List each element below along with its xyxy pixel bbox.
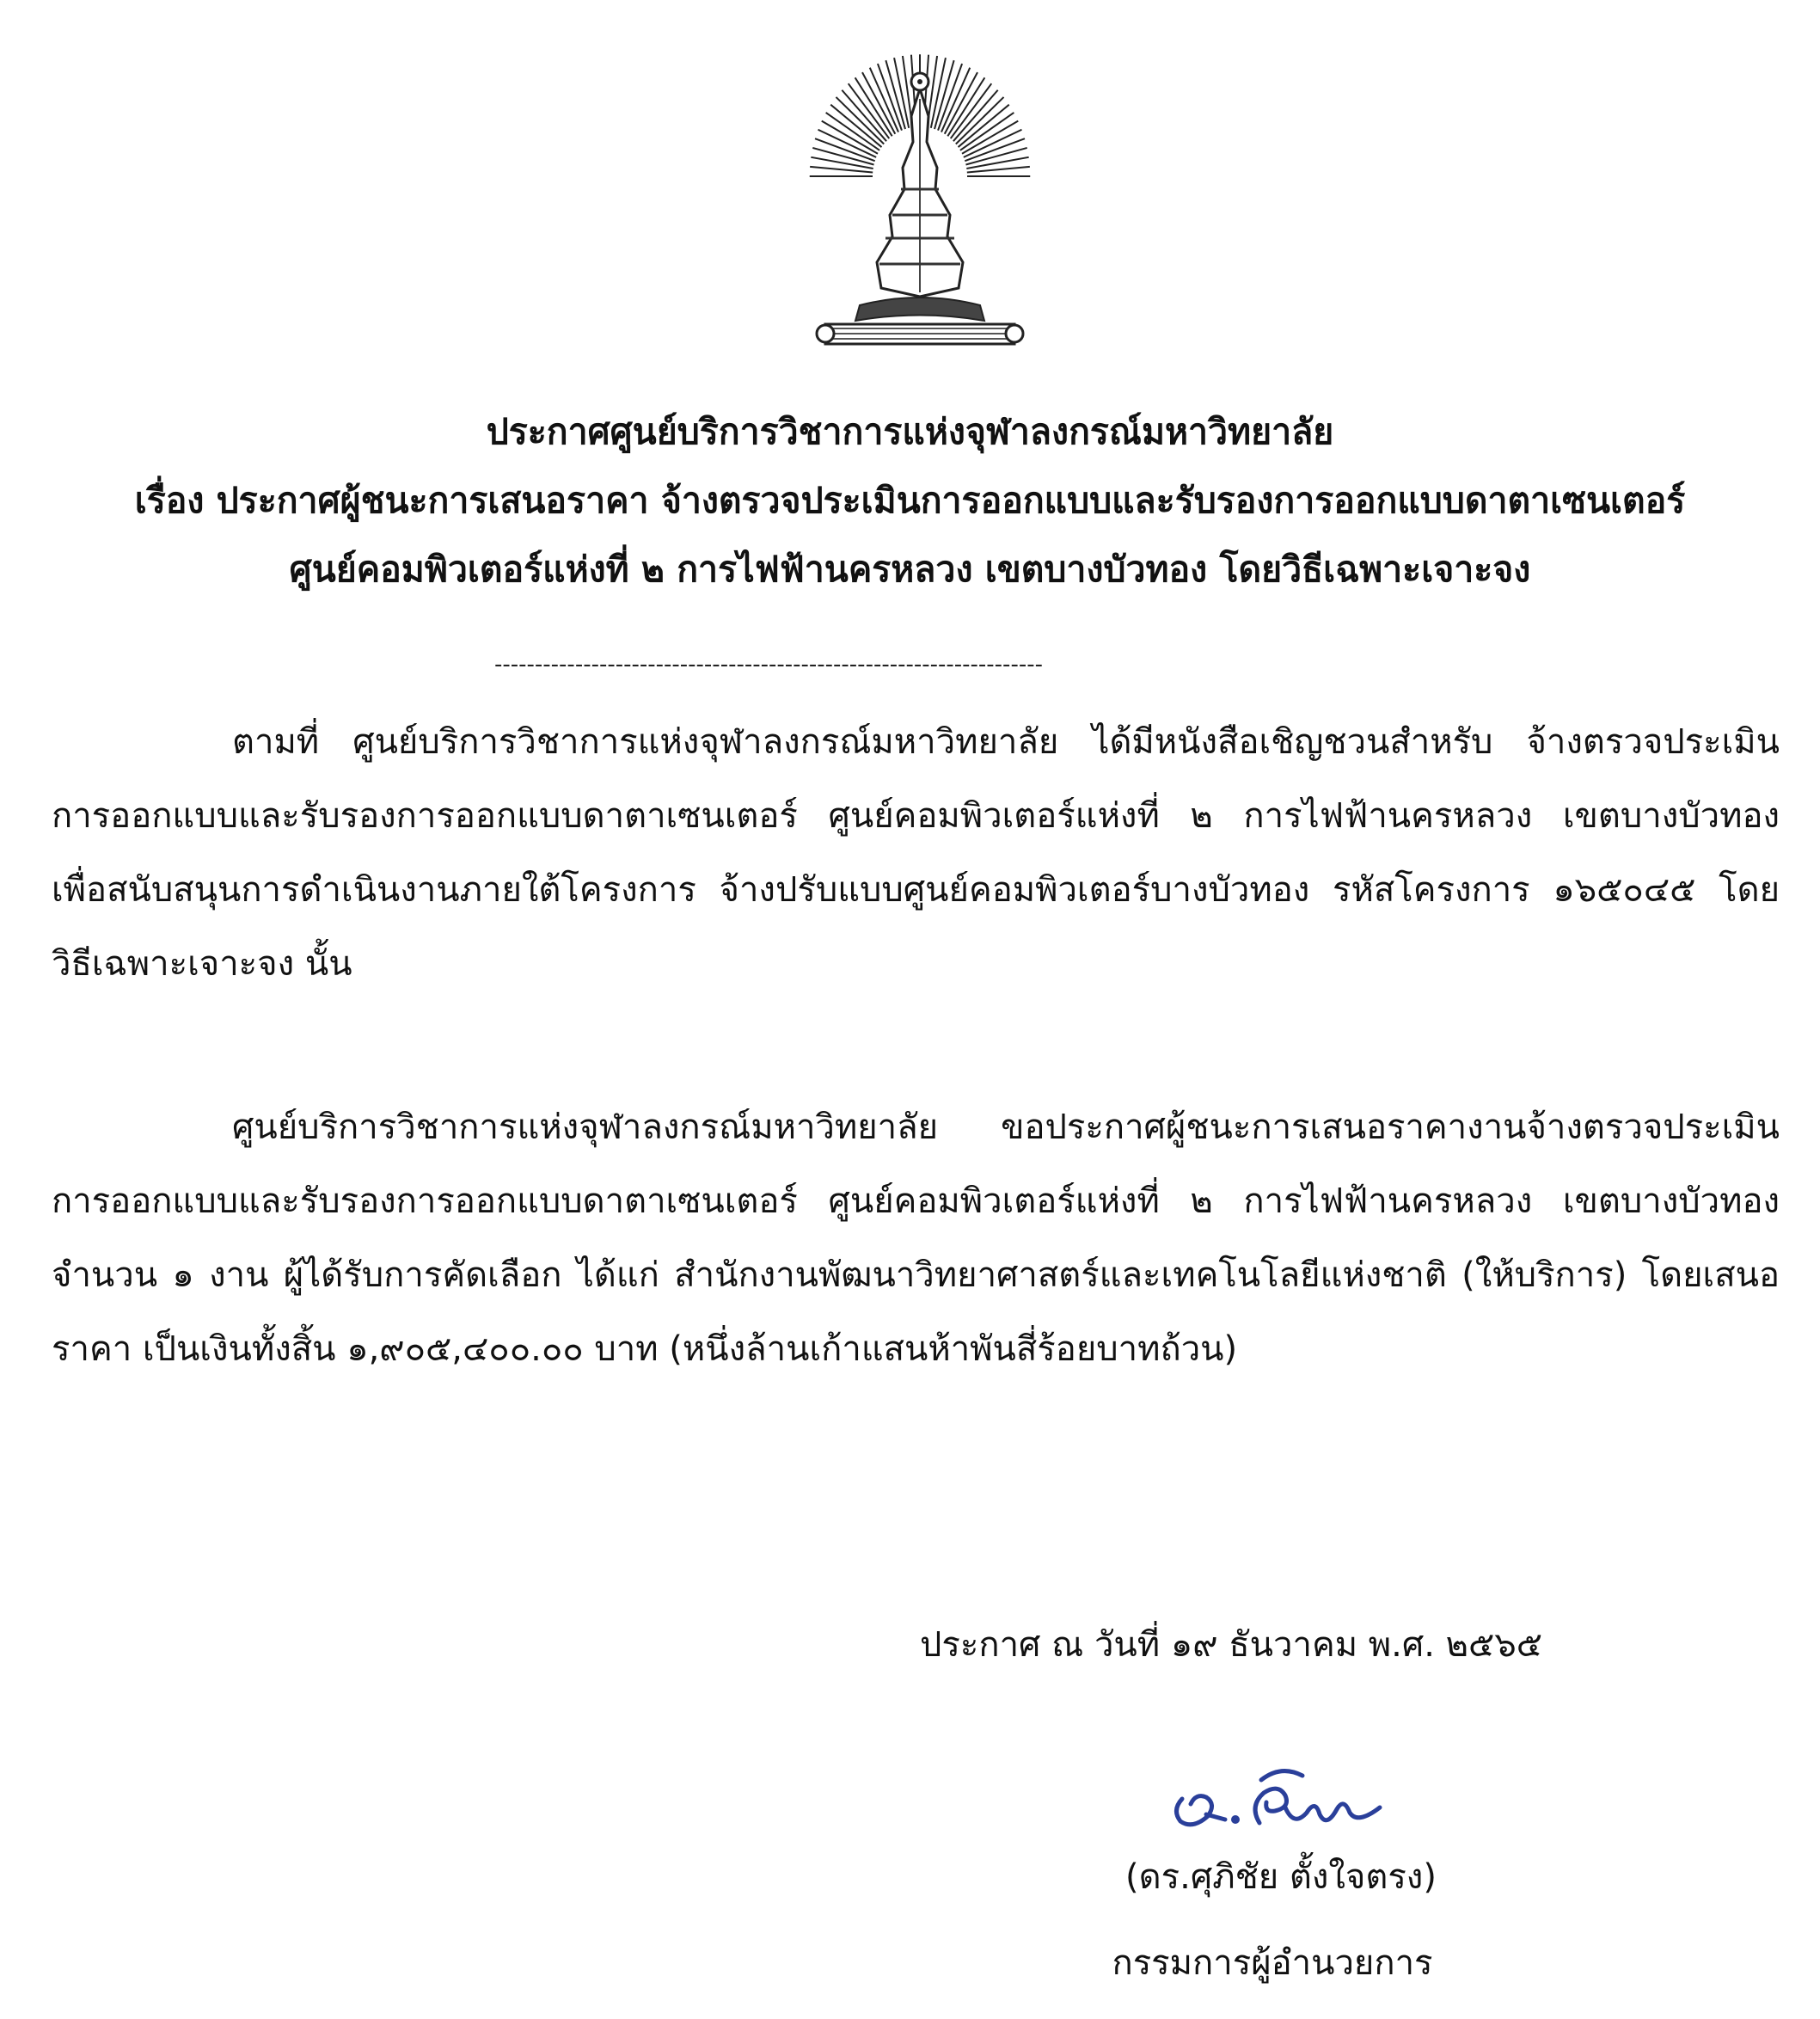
paragraph-winner <box>52 1090 1780 1386</box>
university-emblem-icon <box>800 47 1040 361</box>
signer-title: กรรมการผู้อำนวยการ <box>1112 1943 1433 1983</box>
paragraph2-line-1: ศูนย์บริการวิชาการแห่งจุฬาลงกรณ์มหาวิทยาลัย ขอประกาศผู้ชนะการเสนอราคางานจ้างตรวจประเมิน <box>232 1108 1780 1147</box>
paragraph2-line-4: ราคา เป็นเงินทั้งสิ้น ๑,๙๐๕,๔๐๐.๐๐ บาท (หนึ่งล้านเก้าแสนห้าพันสี่ร้อยบาทถ้วน) <box>52 1329 1238 1369</box>
title-line-1: ประกาศศูนย์บริการวิชาการแห่งจุฬาลงกรณ์มหาวิทยาลัย <box>486 411 1334 452</box>
title-line-3: ศูนย์คอมพิวเตอร์แห่งที่ ๒ การไฟฟ้านครหลวง เขตบางบัวทอง โดยวิธีเฉพาะเจาะจง <box>289 549 1531 590</box>
paragraph1-line-3: เพื่อสนับสนุนการดำเนินงานภายใต้โครงการ จ้างปรับแบบศูนย์คอมพิวเตอร์บางบัวทอง รหัสโครงการ ๑๖๕๐๔๕ โดย <box>52 870 1780 910</box>
announcement-title <box>52 397 1768 604</box>
title-separator: -------------------------------------------------------------------- <box>494 652 1043 678</box>
paragraph2-line-2: การออกแบบและรับรองการออกแบบดาตาเซนเตอร์ ศูนย์คอมพิวเตอร์แห่งที่ ๒ การไฟฟ้านครหลวง เขตบางบัวทอง <box>52 1181 1780 1221</box>
signature-icon <box>1165 1746 1397 1840</box>
announcement-date: ประกาศ ณ วันที่ ๑๙ ธันวาคม พ.ศ. ๒๕๖๕ <box>920 1625 1542 1665</box>
signer-name: (ดร.ศุภิชัย ตั้งใจตรง) <box>1125 1857 1437 1897</box>
paragraph1-line-4: วิธีเฉพาะเจาะจง นั้น <box>52 944 352 984</box>
paragraph1-line-1: ตามที่ ศูนย์บริการวิชาการแห่งจุฬาลงกรณ์มหาวิทยาลัย ได้มีหนังสือเชิญชวนสำหรับ จ้างตรวจประเมิน <box>232 722 1780 762</box>
paragraph2-line-3: จำนวน ๑ งาน ผู้ได้รับการคัดเลือก ได้แก่ สำนักงานพัฒนาวิทยาศาสตร์และเทคโนโลยีแห่งชาติ (ให้บริการ) โดยเสนอ <box>52 1255 1780 1295</box>
title-line-2: เรื่อง ประกาศผู้ชนะการเสนอราคา จ้างตรวจประเมินการออกแบบและรับรองการออกแบบดาตาเซนเตอร์ <box>134 480 1686 521</box>
paragraph-background <box>52 705 1780 1001</box>
paragraph1-line-2: การออกแบบและรับรองการออกแบบดาตาเซนเตอร์ ศูนย์คอมพิวเตอร์แห่งที่ ๒ การไฟฟ้านครหลวง เขตบางบัวทอง <box>52 796 1780 836</box>
